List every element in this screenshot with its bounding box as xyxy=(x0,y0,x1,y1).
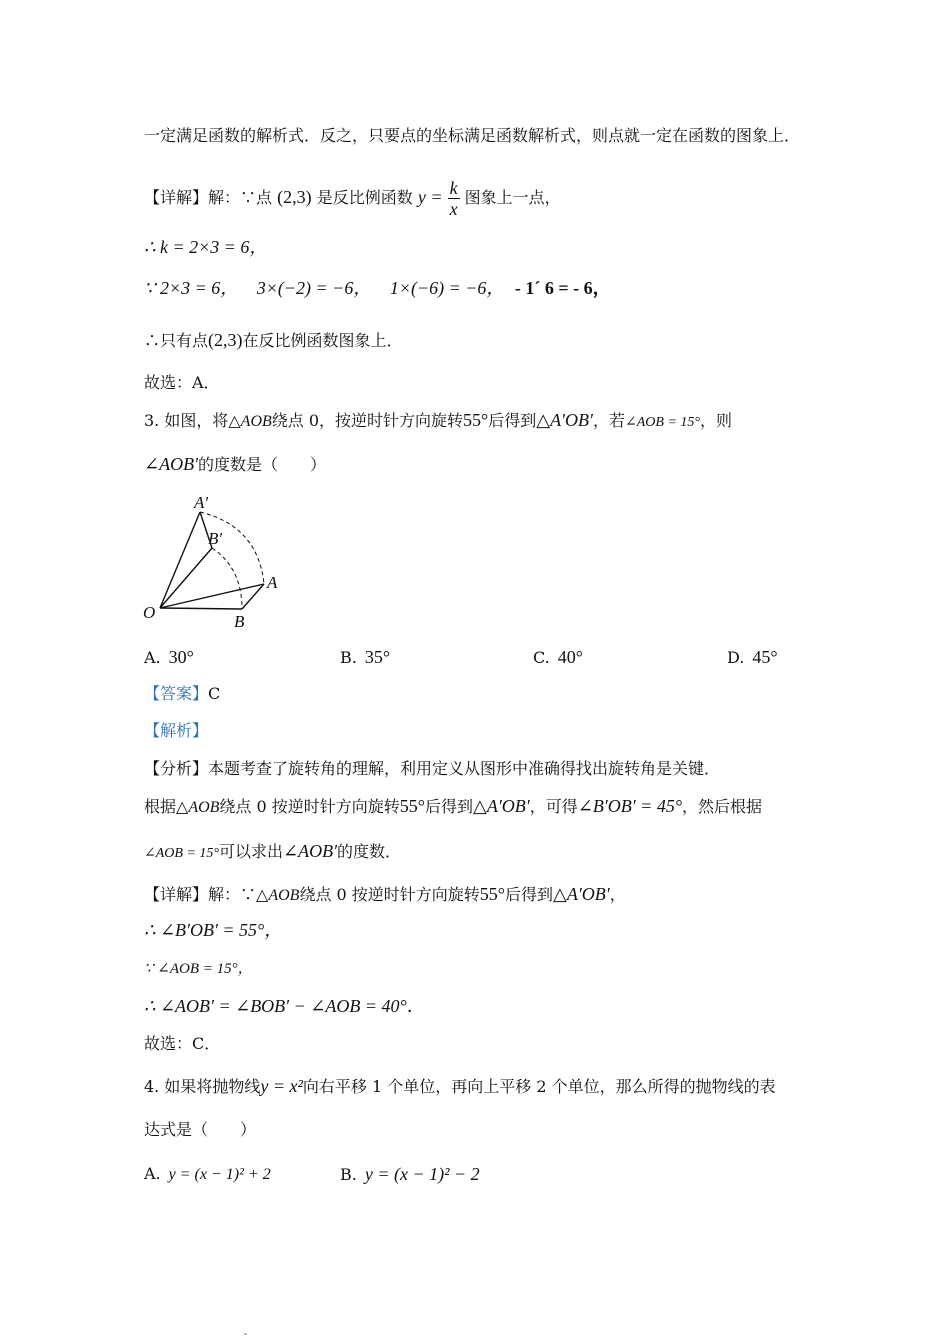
step-1 xyxy=(144,918,282,942)
label-A-prime: A′ xyxy=(194,493,209,512)
k-value-line xyxy=(144,235,267,259)
step-equation: ∵ ∠AOB = 15°， xyxy=(144,961,253,977)
fenxi-label: 【分析】 xyxy=(144,759,209,778)
footer-mark xyxy=(244,1333,247,1335)
product-1: ∵ 2×3 = 6， xyxy=(144,278,239,298)
body-text: ，然后根据 xyxy=(682,797,763,816)
option-c[interactable] xyxy=(533,645,583,670)
option-value: 30° xyxy=(168,647,194,667)
body-text: 后得到 xyxy=(424,797,473,816)
body-text: ， xyxy=(609,885,626,904)
answer-value: C xyxy=(208,684,221,703)
body-text: 的度数． xyxy=(337,842,402,861)
k-equation: ∴ k = 2×3 = 6， xyxy=(144,237,268,257)
detail-text: 是反比例函数 xyxy=(316,188,413,207)
step-2 xyxy=(144,957,253,981)
triangle-aob: △AOB xyxy=(228,413,272,430)
body-text: 绕点 0 按逆时针方向旋转 xyxy=(219,797,400,816)
answer-line xyxy=(144,682,220,706)
fenxi-text: 本题考查了旋转角的理解，利用定义从图形中准确得找出旋转角是关键． xyxy=(208,759,721,778)
body-text: 绕点 0 按逆时针方向旋转 xyxy=(299,885,480,904)
label-B: B xyxy=(234,612,245,631)
product-3: 1×(−6) = −6， xyxy=(389,278,505,298)
step-3 xyxy=(144,994,425,1018)
option-value: y = (x − 1)² + 2 xyxy=(168,1166,271,1183)
stem-text: 3. 如图，将 xyxy=(144,411,229,430)
option-letter: B. xyxy=(340,648,357,667)
intro-text xyxy=(144,124,800,148)
xj-line xyxy=(144,882,626,908)
stem-text: 达式是（ ） xyxy=(144,1120,257,1139)
q4-option-a[interactable] xyxy=(144,1162,271,1187)
triangle-aob-prime: △A′OB′ xyxy=(536,410,593,430)
angle-equation: ∠B′OB′ = 45° xyxy=(577,796,683,816)
segment-OA xyxy=(160,584,264,608)
fraction-denominator: x xyxy=(449,199,458,219)
fenxi-line xyxy=(144,757,720,781)
detail-text: 图象上一点， xyxy=(464,188,561,207)
option-letter: D. xyxy=(727,648,745,667)
answer-label: 【答案】 xyxy=(144,684,209,703)
stem-text: 后得到 xyxy=(488,411,537,430)
asked-angle: ∠AOB′ xyxy=(144,454,199,474)
q3-choice xyxy=(144,1032,220,1056)
point-coord: (2,3) xyxy=(277,187,312,207)
rotation-figure xyxy=(140,488,290,633)
detail-text: 解：∵点 xyxy=(208,188,273,207)
option-value: y = (x − 1)² − 2 xyxy=(364,1164,480,1184)
option-letter: C. xyxy=(533,648,550,667)
q2-detail-line xyxy=(144,178,561,219)
fraction-numerator: k xyxy=(449,178,458,198)
product-4: - 1´ 6 = - 6， xyxy=(514,278,611,298)
step-equation: ∴ ∠AOB′ = ∠BOB′ − ∠AOB = 40°． xyxy=(144,996,425,1016)
analysis-body-2 xyxy=(144,839,401,866)
detail-label: 【详解】 xyxy=(144,188,209,207)
q4-option-b[interactable] xyxy=(340,1162,480,1187)
body-text: 解：∵ xyxy=(208,885,257,904)
angle-condition: ∠AOB = 15° xyxy=(144,846,219,861)
stem-text: ，若 xyxy=(592,411,625,430)
conclusion-text: ∴只有点 xyxy=(144,331,209,350)
segment-OB xyxy=(160,608,242,609)
analysis-label: 【解析】 xyxy=(144,721,209,740)
body-text: 可以求出 xyxy=(219,842,284,861)
option-d[interactable] xyxy=(727,645,778,670)
body-text: 根据 xyxy=(144,797,177,816)
segment-OA-prime xyxy=(160,512,200,608)
stem-text: 4. 如果将抛物线 xyxy=(144,1077,261,1096)
asked-angle: ∠AOB′ xyxy=(283,841,338,861)
fraction-k-over-x xyxy=(448,178,460,219)
option-letter: B. xyxy=(340,1165,357,1184)
choice-text: 故选：A． xyxy=(144,373,220,392)
triangle-aob-prime: △A′OB′ xyxy=(473,796,530,816)
arc-B-to-B-prime xyxy=(212,548,242,609)
arc-A-to-A-prime xyxy=(200,512,264,584)
option-value: 40° xyxy=(557,647,583,667)
option-letter: A. xyxy=(144,1164,161,1183)
q2-choice xyxy=(144,371,220,395)
intro-sentence: 一定满足函数的解析式．反之，只要点的坐标满足函数解析式，则点就一定在函数的图象上． xyxy=(144,126,801,145)
function-lhs: y = xyxy=(417,187,443,207)
angle-55: 55° xyxy=(463,410,489,430)
body-text: ，可得 xyxy=(529,797,578,816)
option-a[interactable] xyxy=(144,645,194,670)
option-value: 35° xyxy=(364,647,391,667)
choice-text: 故选：C． xyxy=(144,1034,221,1053)
option-b[interactable] xyxy=(340,645,390,670)
analysis-body-1 xyxy=(144,794,762,820)
label-A: A xyxy=(267,573,278,592)
because-line xyxy=(144,276,611,300)
triangle-aob-prime: △A′OB′ xyxy=(553,884,610,904)
angle-condition: ∠AOB = 15° xyxy=(625,415,700,430)
parabola-function: y = x² xyxy=(260,1076,303,1096)
detail-label: 【详解】 xyxy=(144,885,209,904)
option-value: 45° xyxy=(752,647,778,667)
label-O: O xyxy=(143,603,156,622)
triangle-aob: △AOB xyxy=(176,799,220,816)
angle-55: 55° xyxy=(399,796,425,816)
q3-stem-line2 xyxy=(144,452,326,477)
angle-55: 55° xyxy=(479,884,505,904)
segment-OB-prime xyxy=(160,548,212,608)
point-coord: (2,3) xyxy=(208,330,243,350)
label-B-prime: B′ xyxy=(208,529,223,548)
stem-text: ，则 xyxy=(700,411,733,430)
q3-stem-line1 xyxy=(144,408,732,435)
analysis-line xyxy=(144,719,208,743)
q2-conclusion-line xyxy=(144,328,403,353)
body-text: 后得到 xyxy=(505,885,554,904)
product-2: 3×(−2) = −6， xyxy=(256,278,372,298)
stem-text: 的度数是（ ） xyxy=(198,455,327,474)
q4-stem-line2 xyxy=(144,1118,256,1142)
stem-text: 向右平移 1 个单位，再向上平移 2 个单位，那么所得的抛物线的表 xyxy=(302,1077,776,1096)
step-equation: ∴ ∠B′OB′ = 55°， xyxy=(144,920,283,940)
q4-stem-line1 xyxy=(144,1074,776,1099)
stem-text: 绕点 0，按逆时针方向旋转 xyxy=(271,411,464,430)
conclusion-text: 在反比例函数图象上． xyxy=(242,331,403,350)
triangle-aob: △AOB xyxy=(256,887,300,904)
option-letter: A. xyxy=(144,648,161,667)
